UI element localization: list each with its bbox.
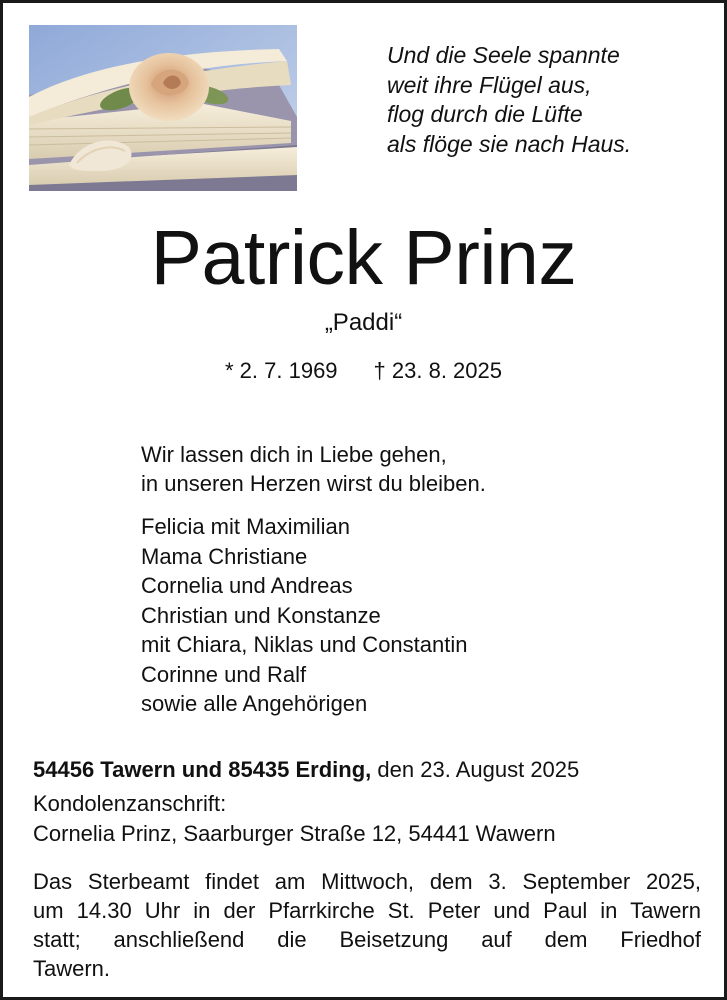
farewell-verse (141, 440, 486, 498)
family-member: mit Chiara, Niklas und Constantin (141, 632, 468, 657)
family-member: Corinne und Ralf (141, 661, 307, 687)
condolence-address (33, 789, 556, 849)
funeral-service-info (33, 867, 701, 983)
death-date: † 23. 8. 2025 (373, 358, 502, 383)
birth-date: * 2. 7. 1969 (225, 358, 338, 383)
poem-line: Und die Seele spannte (387, 42, 620, 68)
condolence-address-text: Cornelia Prinz, Saarburger Straße 12, 54441 Wawern (33, 821, 556, 846)
condolence-label: Kondolenzanschrift: (33, 791, 227, 816)
service-line: Das Sterbeamt findet am Mittwoch, dem 3. September 2025, (33, 869, 701, 894)
rose-on-books-photo (29, 25, 297, 191)
poem-line: weit ihre Flügel aus, (387, 71, 592, 98)
family-member: Cornelia und Andreas (141, 573, 353, 598)
family-list (141, 512, 467, 719)
service-line: statt; anschließend die Beisetzung auf dem Friedhof (33, 927, 701, 952)
family-member: Christian und Konstanze (141, 602, 381, 628)
verse-line: Wir lassen dich in Liebe gehen, (141, 442, 447, 467)
locations: 54456 Tawern und 85435 Erding, (33, 757, 372, 782)
service-line: um 14.30 Uhr in der Pfarrkirche St. Peter und Paul in Tawern (33, 898, 701, 923)
poem-line: als flöge sie nach Haus. (387, 130, 632, 157)
family-member: Mama Christiane (141, 543, 308, 569)
poem (387, 41, 631, 159)
service-line: Tawern. (33, 956, 111, 981)
deceased-name: Patrick Prinz (150, 215, 577, 301)
poem-line: flog durch die Lüfte (387, 101, 583, 127)
life-dates (3, 356, 724, 386)
notice-date: den 23. August 2025 (371, 757, 580, 782)
verse-line: in unseren Herzen wirst du bleiben. (141, 471, 486, 496)
deceased-nickname: „Paddi“ (324, 309, 403, 336)
location-date-line (33, 755, 579, 784)
family-member: sowie alle Angehörigen (141, 691, 368, 716)
family-member: Felicia mit Maximilian (141, 514, 351, 539)
